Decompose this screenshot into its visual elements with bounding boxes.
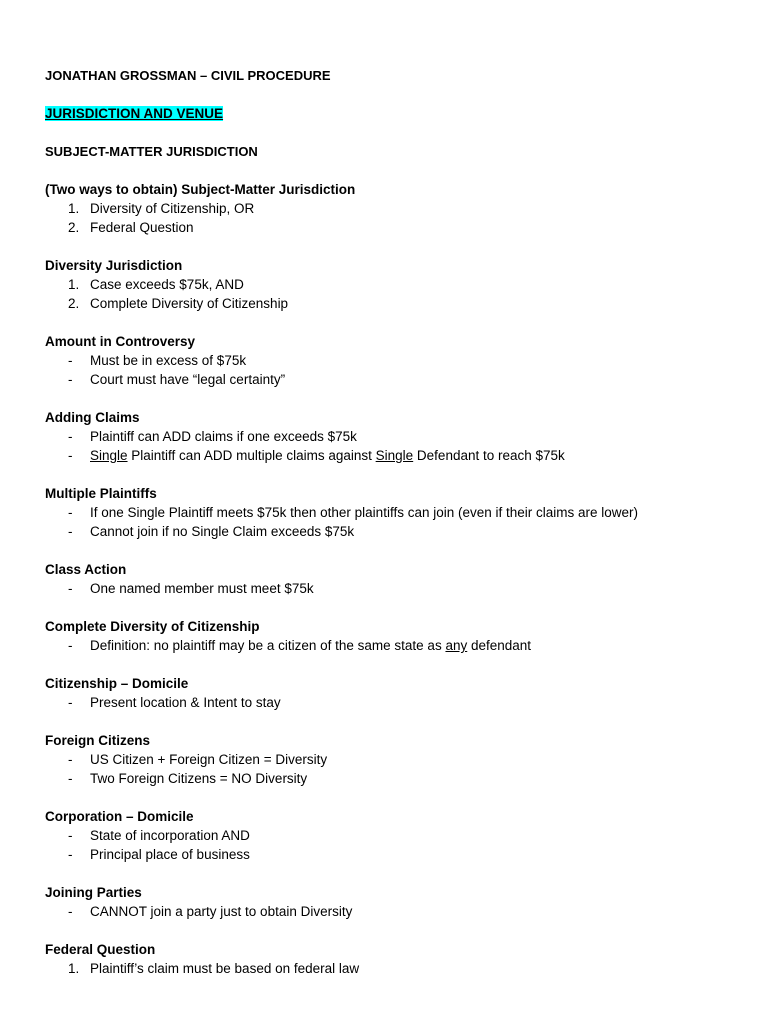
list-item — [45, 693, 735, 712]
list-item — [45, 845, 735, 864]
list-marker: 2. — [68, 220, 80, 235]
list-item — [45, 769, 735, 788]
list-item-text: Court must have “legal certainty” — [90, 372, 286, 387]
section-title: JURISDICTION AND VENUE — [45, 106, 224, 121]
list-item — [45, 351, 735, 370]
list-item-text: State of incorporation AND — [90, 828, 250, 843]
section-title-line — [45, 104, 735, 123]
list-item-text: CANNOT join a party just to obtain Diversity — [90, 904, 353, 919]
heading-adding-claims: Adding Claims — [45, 410, 140, 425]
list-item — [45, 522, 735, 541]
list-item — [45, 370, 735, 389]
document-header: JONATHAN GROSSMAN – CIVIL PROCEDURE — [45, 68, 331, 83]
list-item — [45, 750, 735, 769]
heading-citizenship-domicile: Citizenship – Domicile — [45, 676, 189, 691]
list-marker: - — [68, 847, 73, 862]
list-item-text: Two Foreign Citizens = NO Diversity — [90, 771, 308, 786]
list-item-text: Plaintiff can ADD multiple claims against — [127, 448, 376, 463]
list-item-text: Plaintiff’s claim must be based on federal law — [90, 961, 360, 976]
heading-federal-question: Federal Question — [45, 942, 156, 957]
list-item-text: Case exceeds $75k, AND — [90, 277, 244, 292]
heading-multiple-plaintiffs: Multiple Plaintiffs — [45, 486, 157, 501]
list-item-text: Must be in excess of $75k — [90, 353, 247, 368]
list-marker: - — [68, 524, 73, 539]
list-item — [45, 218, 735, 237]
underlined-word: Single — [90, 448, 128, 463]
list-item-text: Federal Question — [90, 220, 194, 235]
list-item — [45, 636, 735, 655]
underlined-word: any — [445, 638, 468, 653]
list-item-text: US Citizen + Foreign Citizen = Diversity — [90, 752, 328, 767]
heading-corporation-domicile: Corporation – Domicile — [45, 809, 194, 824]
list-marker: - — [68, 695, 73, 710]
list-item — [45, 275, 735, 294]
list-marker: 2. — [68, 296, 80, 311]
heading-class-action: Class Action — [45, 562, 127, 577]
list-marker: - — [68, 505, 73, 520]
list-marker: - — [68, 448, 73, 463]
list-marker: 1. — [68, 201, 80, 216]
heading-joining-parties: Joining Parties — [45, 885, 142, 900]
list-item — [45, 199, 735, 218]
list-marker: 1. — [68, 961, 80, 976]
list-item-text: Cannot join if no Single Claim exceeds $75k — [90, 524, 355, 539]
heading-complete-diversity: Complete Diversity of Citizenship — [45, 619, 260, 634]
list-item — [45, 427, 735, 446]
list-item — [45, 959, 735, 978]
list-item-text: If one Single Plaintiff meets $75k then other plaintiffs can join (even if their claims are lower) — [90, 505, 639, 520]
list-marker: - — [68, 904, 73, 919]
list-marker: - — [68, 828, 73, 843]
list-marker: - — [68, 429, 73, 444]
list-marker: - — [68, 353, 73, 368]
list-item — [45, 503, 735, 522]
list-item-text: Complete Diversity of Citizenship — [90, 296, 289, 311]
list-item-text: Defendant to reach $75k — [413, 448, 565, 463]
list-item-text: Diversity of Citizenship, OR — [90, 201, 255, 216]
list-marker: 1. — [68, 277, 80, 292]
list-marker: - — [68, 638, 73, 653]
list-item — [45, 446, 735, 465]
heading-foreign-citizens: Foreign Citizens — [45, 733, 151, 748]
heading-diversity-jurisdiction: Diversity Jurisdiction — [45, 258, 183, 273]
list-item-text: Present location & Intent to stay — [90, 695, 281, 710]
list-marker: - — [68, 372, 73, 387]
list-marker: - — [68, 581, 73, 596]
list-item — [45, 902, 735, 921]
heading-amount-in-controversy: Amount in Controversy — [45, 334, 196, 349]
list-marker: - — [68, 752, 73, 767]
list-item-text: Plaintiff can ADD claims if one exceeds $75k — [90, 429, 357, 444]
underlined-word: Single — [375, 448, 414, 463]
subject-matter-heading: SUBJECT-MATTER JURISDICTION — [45, 144, 258, 159]
heading-two-ways: (Two ways to obtain) Subject-Matter Jurisdiction — [45, 182, 356, 197]
list-item-text: One named member must meet $75k — [90, 581, 314, 596]
list-item — [45, 294, 735, 313]
list-item-text: defendant — [467, 638, 532, 653]
document-page — [45, 66, 735, 978]
list-marker: - — [68, 771, 73, 786]
list-item-text: Definition: no plaintiff may be a citizen of the same state as — [90, 638, 446, 653]
list-item — [45, 826, 735, 845]
list-item — [45, 579, 735, 598]
list-item-text: Principal place of business — [90, 847, 250, 862]
